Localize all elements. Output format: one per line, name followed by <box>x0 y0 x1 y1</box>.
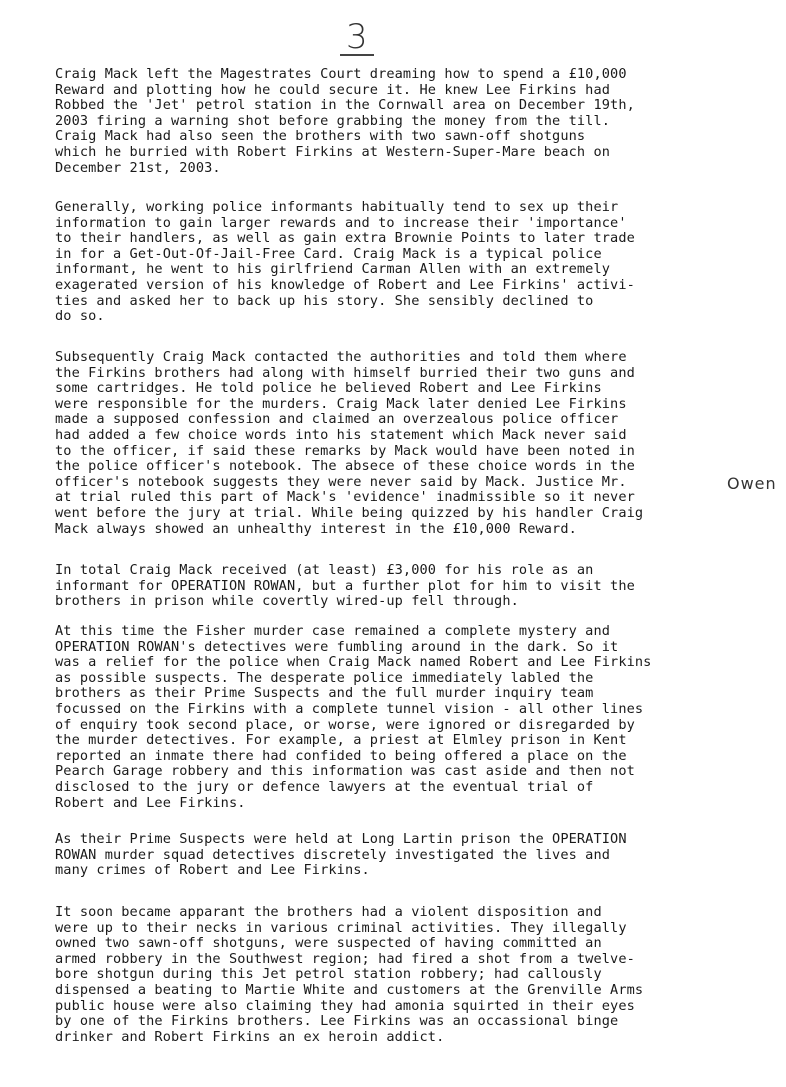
handwritten-note: Owen <box>727 474 777 493</box>
paragraph-3: Subsequently Craig Mack contacted the authorities and told them where the Firkins brothers had along with himself burried their two guns and some cartridges. He told police he believed Robert and Lee Firkins were responsible for the murders. Craig Mack later denied Lee Firkins made a supposed confession and claimed an overzealous police officer had added a few choice words into his statement which Mack never said to the officer, if said these remarks by Mack would have been noted in the police officer's notebook. The absece of these choice words in the officer's notebook suggests they were never said by Mack. Justice Mr. at trial ruled this part of Mack's 'evidence' inadmissible so it never went before the jury at trial. While being quizzed by his handler Craig Mack always showed an unhealthy interest in the £10,000 Reward. <box>55 349 644 537</box>
paragraph-1: Craig Mack left the Magestrates Court dreaming how to spend a £10,000 Reward and plotting how he could secure it. He knew Lee Firkins had Robbed the 'Jet' petrol station in the Cornwall area on December 19th, 2003 firing a warning shot before grabbing the money from the till. Craig Mack had also seen the brothers with two sawn-off shotguns which he burried with Robert Firkins at Western-Super-Mare beach on December 21st, 2003. <box>55 66 635 176</box>
paragraph-4: In total Craig Mack received (at least) £3,000 for his role as an informant for OPERATION ROWAN, but a further plot for him to visit the brothers in prison while covertly wired-up fell through. <box>55 562 635 610</box>
paragraph-5: At this time the Fisher murder case remained a complete mystery and OPERATION ROWAN's detectives were fumbling around in the dark. So it was a relief for the police when Craig Mack named Robert and Lee Firkins as possible suspects. The desperate police immediately labled the brothers as their Prime Suspects and the full murder inquiry team focussed on the Firkins with a complete tunnel vision - all other lines of enquiry took second place, or worse, were ignored or disregarded by the murder detectives. For example, a priest at Elmley prison in Kent reported an inmate there had confided to being offered a place on the Pearch Garage robbery and this information was cast aside and then not disclosed to the jury or defence lawyers at the eventual trial of Robert and Lee Firkins. <box>55 623 652 811</box>
paragraph-2: Generally, working police informants habitually tend to sex up their information to gain larger rewards and to increase their 'importance' to their handlers, as well as gain extra Brownie Points to later trade in for a Get-Out-Of-Jail-Free Card. Craig Mack is a typical police informant, he went to his girlfriend Carman Allen with an extremely exagerated version of his knowledge of Robert and Lee Firkins' activi- ties and asked her to back up his story. She sensibly declined to do so. <box>55 199 635 325</box>
paragraph-6: As their Prime Suspects were held at Long Lartin prison the OPERATION ROWAN murder squad detectives discretely investigated the lives and many crimes of Robert and Lee Firkins. <box>55 831 627 879</box>
paragraph-7: It soon became apparant the brothers had a violent disposition and were up to their necks in various criminal activities. They illegally owned two sawn-off shotguns, were suspected of having committed an armed robbery in the Southwest region; had fired a shot from a twelve- bore shotgun during this Jet petrol station robbery; had callously dispensed a beating to Martie White and customers at the Grenville Arms public house were also claiming they had amonia squirted in their eyes by one of the Firkins brothers. Lee Firkins was an occassional binge drinker and Robert Firkins an ex heroin addict. <box>55 904 644 1045</box>
page-number: 3 <box>340 20 374 56</box>
